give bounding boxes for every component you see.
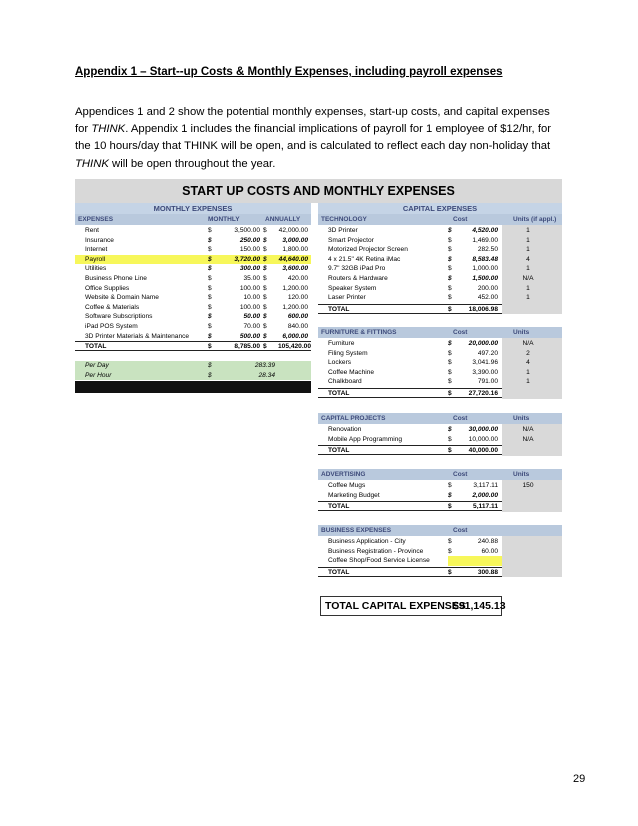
expense-name: Business Phone Line bbox=[85, 275, 147, 282]
item-units: N/A bbox=[522, 275, 534, 282]
section-title: CAPITAL PROJECTS bbox=[321, 415, 386, 422]
capital-item-row bbox=[318, 349, 562, 359]
item-name: 4 x 21.5" 4K Retina iMac bbox=[328, 255, 401, 263]
annual-currency: $ bbox=[263, 255, 267, 263]
expense-name: iPad POS System bbox=[85, 323, 138, 330]
monthly-expense-row bbox=[75, 236, 311, 246]
annual-currency: $ bbox=[263, 275, 267, 282]
item-units: 4 bbox=[526, 359, 530, 367]
monthly-currency: $ bbox=[208, 255, 212, 263]
monthly-value: 10.00 bbox=[243, 294, 260, 302]
monthly-total-label: TOTAL bbox=[85, 343, 107, 351]
item-name: Renovation bbox=[328, 426, 362, 433]
section-total-row bbox=[318, 388, 502, 398]
section-header-technology bbox=[318, 214, 562, 225]
monthly-expense-row bbox=[75, 303, 311, 313]
para-line-3: the 10 hours/day that THINK will be open, and is calculated to reflect each day non-holiday that bbox=[75, 140, 551, 153]
item-currency: $ bbox=[448, 246, 452, 254]
per-day-label: Per Day bbox=[85, 362, 109, 369]
para-line-4: THINK will be open throughout the year. bbox=[75, 157, 276, 170]
cost-col-header: Cost bbox=[453, 471, 468, 478]
item-currency: $ bbox=[448, 491, 452, 499]
capital-item-row bbox=[318, 368, 562, 378]
monthly-rows bbox=[75, 226, 311, 356]
annual-value: 42,000.00 bbox=[278, 227, 308, 234]
item-name: Business Application - City bbox=[328, 538, 406, 545]
capital-item-row bbox=[318, 358, 562, 368]
item-cost: 3,117.11 bbox=[473, 482, 498, 489]
item-currency: $ bbox=[448, 236, 452, 244]
annual-currency: $ bbox=[263, 227, 267, 234]
capital-item-row bbox=[318, 481, 562, 491]
item-currency: $ bbox=[448, 368, 452, 376]
item-units: 1 bbox=[526, 246, 530, 254]
cost-col-header: Cost bbox=[453, 216, 468, 223]
section-total-label: TOTAL bbox=[328, 503, 350, 511]
expense-name: Website & Domain Name bbox=[85, 294, 159, 302]
capital-item-row bbox=[318, 264, 562, 274]
section-total-label: TOTAL bbox=[328, 390, 350, 397]
annual-value: 44,640.00 bbox=[278, 255, 308, 263]
item-name: Routers & Hardware bbox=[328, 275, 388, 282]
item-name: Filing System bbox=[328, 349, 368, 357]
annual-currency: $ bbox=[263, 246, 267, 254]
item-cost: 1,469.00 bbox=[472, 236, 498, 244]
item-units: 1 bbox=[526, 227, 530, 234]
item-units: 1 bbox=[526, 378, 530, 386]
expense-name: Software Subscriptions bbox=[85, 313, 153, 321]
item-name: 3D Printer bbox=[328, 227, 358, 234]
item-units: N/A bbox=[522, 340, 534, 347]
expense-name: Office Supplies bbox=[85, 284, 130, 292]
capital-item-row bbox=[318, 435, 562, 445]
monthly-expense-row bbox=[75, 312, 311, 322]
item-cost: 60.00 bbox=[481, 547, 498, 555]
capital-item-row bbox=[318, 547, 562, 557]
monthly-value: 3,500.00 bbox=[234, 227, 260, 234]
monthly-value: 100.00 bbox=[239, 284, 260, 292]
per-hour-currency: $ bbox=[208, 371, 212, 379]
units-col-header: Units bbox=[513, 415, 530, 422]
units-col-header: Units (if appl.) bbox=[513, 216, 557, 223]
item-cost: 282.50 bbox=[477, 246, 498, 254]
item-cost: 20,000.00 bbox=[468, 340, 498, 347]
monthly-currency: $ bbox=[208, 303, 212, 311]
item-currency: $ bbox=[448, 340, 452, 347]
annual-currency: $ bbox=[263, 265, 267, 273]
capital-item-row bbox=[318, 491, 562, 501]
para-line-1: Appendices 1 and 2 show the potential monthly expenses, start-up costs, and capital expenses bbox=[75, 106, 550, 118]
expense-name: Utilities bbox=[85, 265, 107, 273]
section-total-row bbox=[318, 567, 502, 577]
per-day-row bbox=[75, 361, 311, 371]
intro-paragraph bbox=[75, 104, 575, 173]
monthly-expense-row bbox=[75, 274, 311, 284]
item-units: N/A bbox=[522, 426, 534, 433]
item-cost: 30,000.00 bbox=[468, 426, 498, 433]
item-units: 150 bbox=[522, 482, 534, 489]
monthly-currency: $ bbox=[208, 313, 212, 321]
item-name: Motorized Projector Screen bbox=[328, 246, 408, 254]
annual-currency: $ bbox=[263, 323, 267, 330]
annual-currency: $ bbox=[263, 294, 267, 302]
capital-expenses-column bbox=[318, 214, 562, 621]
black-bar bbox=[75, 381, 311, 393]
expense-name: Rent bbox=[85, 227, 99, 234]
item-currency: $ bbox=[448, 275, 452, 282]
annual-total-value: 105,420.00 bbox=[277, 343, 311, 351]
monthly-currency: $ bbox=[208, 294, 212, 302]
expense-name: Internet bbox=[85, 246, 108, 254]
annual-value: 6,000.00 bbox=[282, 332, 308, 340]
annual-value: 1,800.00 bbox=[282, 246, 308, 254]
capital-item-row bbox=[318, 284, 562, 294]
item-name: Coffee Mugs bbox=[328, 482, 366, 489]
section-total-value: 27,720.16 bbox=[468, 390, 498, 397]
item-cost: 200.00 bbox=[477, 284, 498, 292]
item-cost: 452.00 bbox=[477, 294, 498, 302]
annually-col-header: ANNUALLY bbox=[265, 216, 301, 223]
annual-value: 3,000.00 bbox=[282, 236, 308, 244]
item-units: 1 bbox=[526, 294, 530, 302]
monthly-expense-row bbox=[75, 322, 311, 332]
monthly-currency: $ bbox=[208, 246, 212, 254]
total-capital-value: $91,145.13 bbox=[453, 600, 506, 612]
section-total-value: 40,000.00 bbox=[468, 447, 498, 455]
units-col-header: Units bbox=[513, 471, 530, 478]
item-cost: 1,000.00 bbox=[472, 265, 498, 273]
monthly-currency: $ bbox=[208, 265, 212, 273]
item-cost: 3,041.96 bbox=[472, 359, 498, 367]
capital-expenses-band: CAPITAL EXPENSES bbox=[318, 203, 562, 214]
page-number: 29 bbox=[573, 773, 586, 785]
monthly-total-currency: $ bbox=[208, 343, 212, 351]
monthly-expense-row bbox=[75, 264, 311, 274]
section-total-currency: $ bbox=[448, 447, 452, 455]
item-currency: $ bbox=[448, 294, 452, 302]
units-col-header: Units bbox=[513, 329, 530, 336]
monthly-value: 250.00 bbox=[239, 236, 260, 244]
item-name: Laser Printer bbox=[328, 294, 366, 302]
annual-value: 120.00 bbox=[287, 294, 308, 302]
annual-currency: $ bbox=[263, 332, 267, 340]
item-cost: 240.88 bbox=[477, 538, 498, 545]
item-units: 1 bbox=[526, 265, 530, 273]
item-cost: 3,390.00 bbox=[472, 368, 498, 376]
item-name: Coffee Machine bbox=[328, 368, 375, 376]
monthly-header-row bbox=[75, 214, 311, 225]
annual-currency: $ bbox=[263, 284, 267, 292]
annual-value: 3,600.00 bbox=[282, 265, 308, 273]
cost-col-header: Cost bbox=[453, 415, 468, 422]
item-name: Mobile App Programming bbox=[328, 435, 403, 443]
item-currency: $ bbox=[448, 265, 452, 273]
section-total-value: 300.88 bbox=[477, 568, 498, 576]
cost-col-header: Cost bbox=[453, 527, 468, 534]
monthly-col-header: MONTHLY bbox=[208, 216, 240, 223]
capital-item-row bbox=[318, 245, 562, 255]
monthly-value: 3,720.00 bbox=[234, 255, 260, 263]
annual-value: 600.00 bbox=[287, 313, 308, 321]
section-title: BUSINESS EXPENSES bbox=[321, 527, 392, 534]
per-day-value: 283.39 bbox=[254, 362, 275, 369]
item-units: 1 bbox=[526, 236, 530, 244]
item-units: 1 bbox=[526, 284, 530, 292]
capital-item-row bbox=[318, 339, 562, 349]
item-name: Coffee Shop/Food Service License bbox=[328, 557, 430, 565]
item-cost: 1,500.00 bbox=[472, 275, 498, 282]
capital-item-row bbox=[318, 293, 562, 303]
section-header-furniture bbox=[318, 327, 562, 338]
startup-costs-spreadsheet bbox=[75, 179, 562, 621]
section-title: TECHNOLOGY bbox=[321, 216, 367, 223]
monthly-value: 300.00 bbox=[239, 265, 260, 273]
monthly-currency: $ bbox=[208, 323, 212, 330]
annual-value: 1,200.00 bbox=[282, 284, 308, 292]
item-currency: $ bbox=[448, 538, 452, 545]
per-hour-row bbox=[75, 371, 311, 381]
item-name: Speaker System bbox=[328, 284, 377, 292]
item-currency: $ bbox=[448, 426, 452, 433]
section-total-value: 18,006.98 bbox=[468, 305, 498, 313]
monthly-expense-row bbox=[75, 293, 311, 303]
item-cost: 10,000.00 bbox=[468, 435, 498, 443]
section-header-advertising bbox=[318, 469, 562, 480]
item-cost: 2,000.00 bbox=[472, 491, 498, 499]
item-units: 4 bbox=[526, 255, 530, 263]
capital-item-row bbox=[318, 274, 562, 284]
item-cost: 791.00 bbox=[477, 378, 498, 386]
item-currency: $ bbox=[448, 255, 452, 263]
monthly-currency: $ bbox=[208, 332, 212, 340]
monthly-currency: $ bbox=[208, 236, 212, 244]
section-total-row bbox=[318, 501, 502, 511]
section-total-label: TOTAL bbox=[328, 568, 350, 576]
annual-value: 1,200.00 bbox=[282, 303, 308, 311]
annual-value: 840.00 bbox=[287, 323, 308, 330]
appendix-heading: Appendix 1 – Start--up Costs & Monthly Expenses, including payroll expenses bbox=[75, 66, 503, 78]
annual-currency: $ bbox=[263, 236, 267, 244]
per-day-currency: $ bbox=[208, 362, 212, 369]
license-cost-highlight bbox=[448, 556, 502, 566]
monthly-currency: $ bbox=[208, 284, 212, 292]
capital-item-row bbox=[318, 377, 562, 387]
monthly-value: 50.00 bbox=[243, 313, 260, 321]
annual-value: 420.00 bbox=[287, 275, 308, 282]
expenses-col-header: EXPENSES bbox=[78, 216, 114, 223]
item-units: 1 bbox=[526, 368, 530, 376]
capital-item-row bbox=[318, 255, 562, 265]
monthly-expenses-band: MONTHLY EXPENSES bbox=[75, 203, 311, 214]
per-hour-value: 28.34 bbox=[258, 371, 275, 379]
section-header-projects bbox=[318, 413, 562, 424]
item-currency: $ bbox=[448, 227, 452, 234]
sheet-title: START UP COSTS AND MONTHLY EXPENSES bbox=[75, 179, 562, 203]
section-total-currency: $ bbox=[448, 568, 452, 576]
item-cost: 497.20 bbox=[477, 349, 498, 357]
monthly-currency: $ bbox=[208, 227, 212, 234]
capital-item-row bbox=[318, 537, 562, 547]
item-currency: $ bbox=[448, 547, 452, 555]
monthly-expense-row bbox=[75, 245, 311, 255]
item-name: Smart Projector bbox=[328, 236, 374, 244]
capital-item-row bbox=[318, 226, 562, 236]
total-capital-expenses-box bbox=[320, 596, 506, 616]
capital-item-row bbox=[318, 556, 562, 566]
expense-name: Coffee & Materials bbox=[85, 303, 140, 311]
expense-name: Insurance bbox=[85, 236, 114, 244]
item-units: N/A bbox=[522, 435, 534, 443]
capital-item-row bbox=[318, 236, 562, 246]
expense-name: Payroll bbox=[85, 255, 106, 263]
monthly-value: 150.00 bbox=[239, 246, 260, 254]
section-total-row bbox=[318, 304, 502, 314]
item-currency: $ bbox=[448, 359, 452, 367]
item-name: 9.7" 32GB iPad Pro bbox=[328, 265, 386, 273]
item-name: Lockers bbox=[328, 359, 352, 367]
item-currency: $ bbox=[448, 349, 452, 357]
monthly-expense-row bbox=[75, 332, 311, 342]
section-title: FURNITURE & FITTINGS bbox=[321, 329, 397, 336]
section-total-currency: $ bbox=[448, 390, 452, 397]
annual-currency: $ bbox=[263, 313, 267, 321]
item-currency: $ bbox=[448, 378, 452, 386]
monthly-total-value: 8,785.00 bbox=[234, 343, 260, 351]
per-hour-label: Per Hour bbox=[85, 371, 112, 379]
section-header-business bbox=[318, 525, 562, 536]
section-total-currency: $ bbox=[448, 503, 452, 511]
capital-item-row bbox=[318, 425, 562, 435]
monthly-expense-row bbox=[75, 284, 311, 294]
item-currency: $ bbox=[448, 482, 452, 489]
item-currency: $ bbox=[448, 284, 452, 292]
section-total-value: 5,117.11 bbox=[473, 503, 498, 511]
monthly-value: 35.00 bbox=[243, 275, 260, 282]
item-units: 2 bbox=[526, 349, 530, 357]
item-name: Furniture bbox=[328, 340, 355, 347]
annual-total-currency: $ bbox=[263, 343, 267, 351]
expense-name: 3D Printer Materials & Maintenance bbox=[85, 332, 190, 340]
monthly-expense-row bbox=[75, 226, 311, 236]
cost-col-header: Cost bbox=[453, 329, 468, 336]
section-total-label: TOTAL bbox=[328, 305, 350, 313]
monthly-value: 70.00 bbox=[243, 323, 260, 330]
section-total-row bbox=[318, 445, 502, 455]
monthly-total-row bbox=[75, 341, 311, 351]
item-cost: 4,520.00 bbox=[472, 227, 498, 234]
monthly-currency: $ bbox=[208, 275, 212, 282]
monthly-value: 100.00 bbox=[239, 303, 260, 311]
monthly-value: 500.00 bbox=[239, 332, 260, 340]
item-name: Chalkboard bbox=[328, 378, 362, 386]
item-name: Business Registration - Province bbox=[328, 547, 424, 555]
monthly-expense-row bbox=[75, 255, 311, 265]
para-line-2: for THINK. Appendix 1 includes the financial implications of payroll for 1 employee of $12/hr, for bbox=[75, 123, 551, 136]
total-capital-label: TOTAL CAPITAL EXPENSES bbox=[325, 600, 466, 612]
annual-currency: $ bbox=[263, 303, 267, 311]
section-total-label: TOTAL bbox=[328, 447, 350, 455]
section-title: ADVERTISING bbox=[321, 471, 366, 478]
item-currency: $ bbox=[448, 435, 452, 443]
item-name: Marketing Budget bbox=[328, 491, 380, 499]
item-cost: 8,583.48 bbox=[472, 255, 498, 263]
section-total-currency: $ bbox=[448, 305, 452, 313]
